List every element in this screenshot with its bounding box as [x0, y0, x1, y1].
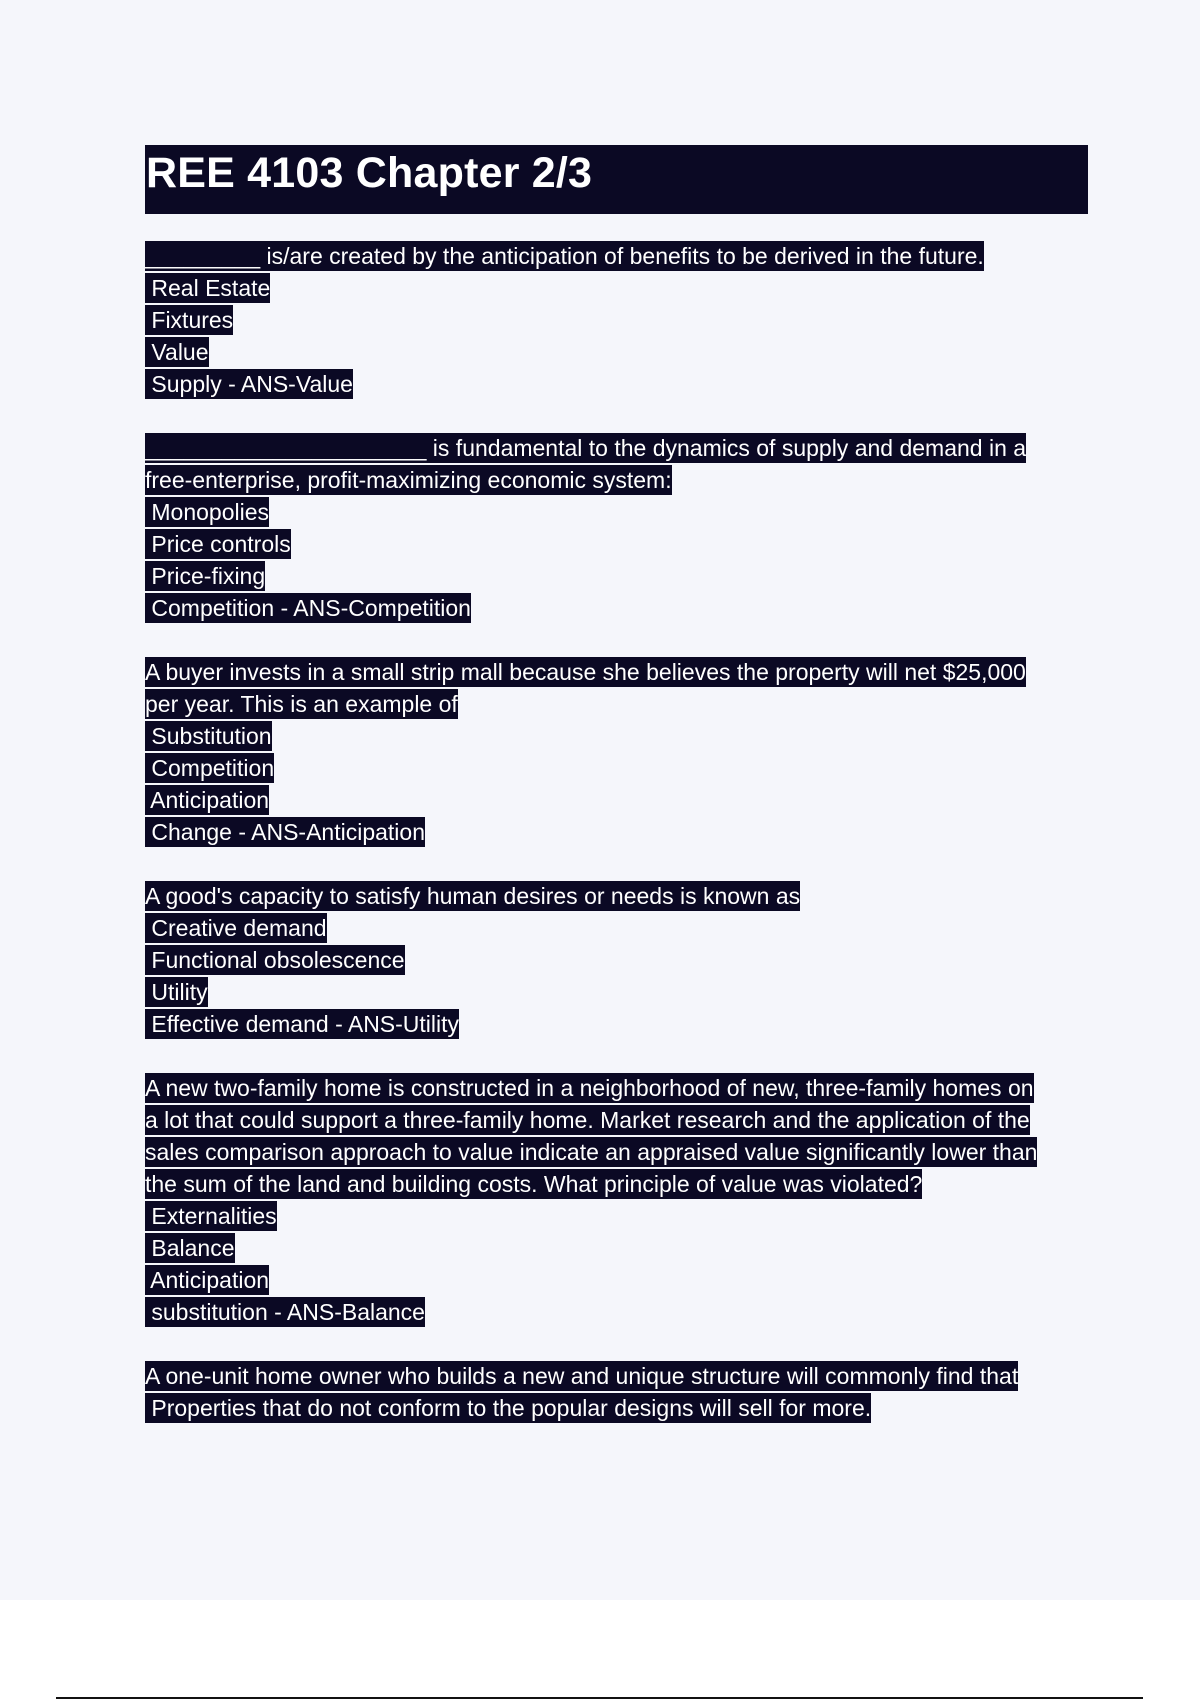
- answer-option: Anticipation: [145, 1267, 270, 1293]
- answer-option: Value: [145, 339, 209, 365]
- question-text: ______________________ is fundamental to the dynamics of supply and demand in a: [145, 435, 1027, 461]
- answer-option: Externalities: [145, 1203, 277, 1229]
- question-text: A buyer invests in a small strip mall because she believes the property will net $25,000: [145, 659, 1026, 685]
- answer-option: Price-fixing: [145, 563, 266, 589]
- answer-option: Price controls: [145, 531, 291, 557]
- question-block: [145, 880, 1105, 1040]
- answer-option: substitution - ANS-Balance: [145, 1299, 425, 1325]
- question-block: [145, 432, 1105, 624]
- answer-option: Monopolies: [145, 499, 270, 525]
- answer-option: Supply - ANS-Value: [145, 371, 353, 397]
- document-title: REE 4103 Chapter 2/3: [146, 149, 593, 197]
- question-text: sales comparison approach to value indicate an appraised value significantly lower than: [145, 1139, 1038, 1165]
- question-block: [145, 656, 1105, 848]
- answer-option: Substitution: [145, 723, 272, 749]
- answer-option: Properties that do not conform to the popular designs will sell for more.: [145, 1395, 872, 1421]
- answer-option: Balance: [145, 1235, 235, 1261]
- question-text: A new two-family home is constructed in a neighborhood of new, three-family homes on: [145, 1075, 1034, 1101]
- question-text: free-enterprise, profit-maximizing economic system:: [145, 467, 672, 493]
- answer-option: Creative demand: [145, 915, 327, 941]
- question-text: A good's capacity to satisfy human desires or needs is known as: [145, 883, 801, 909]
- answer-option: Competition - ANS-Competition: [145, 595, 471, 621]
- question-text: per year. This is an example of: [145, 691, 458, 717]
- question-text: a lot that could support a three-family home. Market research and the application of the: [145, 1107, 1030, 1133]
- question-text: _________ is/are created by the anticipation of benefits to be derived in the future.: [145, 243, 984, 269]
- question-list: [145, 240, 1105, 1424]
- question-block: [145, 1072, 1105, 1328]
- answer-option: Effective demand - ANS-Utility: [145, 1011, 460, 1037]
- question-text: A one-unit home owner who builds a new and unique structure will commonly find that: [145, 1363, 1019, 1389]
- question-block: [145, 240, 1105, 400]
- answer-option: Real Estate: [145, 275, 271, 301]
- title-banner: [145, 145, 1088, 214]
- answer-option: Change - ANS-Anticipation: [145, 819, 425, 845]
- answer-option: Fixtures: [145, 307, 234, 333]
- page-divider: [56, 1697, 1143, 1699]
- answer-option: Competition: [145, 755, 275, 781]
- question-text: the sum of the land and building costs. What principle of value was violated?: [145, 1171, 923, 1197]
- answer-option: Functional obsolescence: [145, 947, 405, 973]
- answer-option: Utility: [145, 979, 208, 1005]
- answer-option: Anticipation: [145, 787, 270, 813]
- question-block: [145, 1360, 1105, 1424]
